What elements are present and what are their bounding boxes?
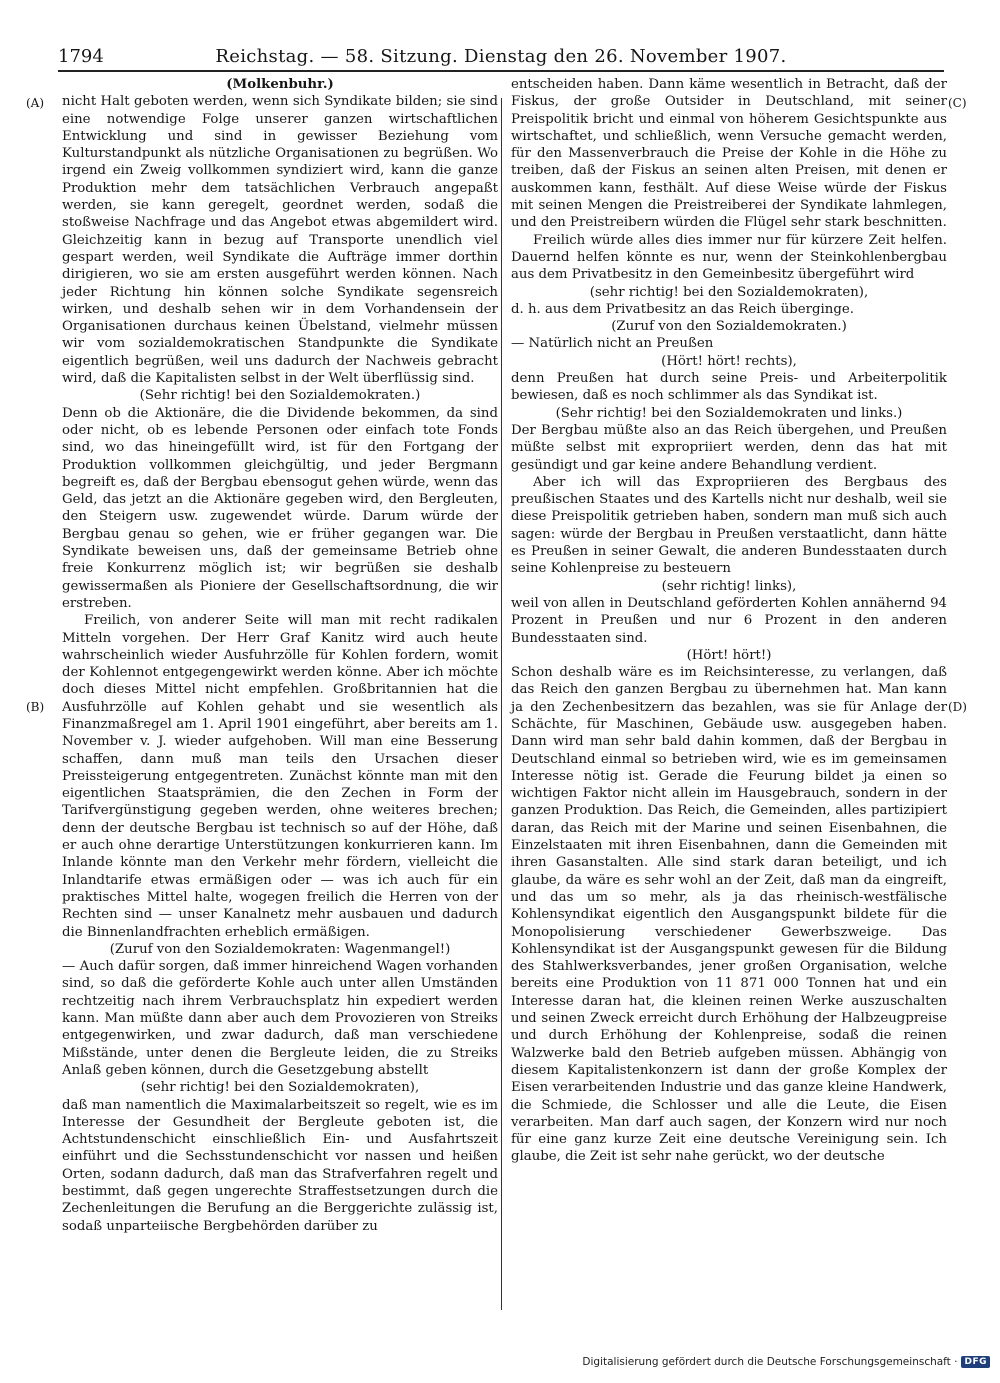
paragraph: — Natürlich nicht an Preußen bbox=[511, 336, 714, 352]
margin-mark-d: (D) bbox=[948, 700, 967, 714]
right-column bbox=[511, 76, 947, 1166]
interjection: (Hört! hört! rechts), bbox=[661, 353, 797, 369]
paragraph: Aber ich will das Expropriieren des Bergbaus des preußischen Staates und des Kartells nicht nur deshalb, weil sie diese Preispolitik getrieben haben, sondern man muß sich auch sagen: würde der Bergbau in Preußen verstaatlicht, dann hätte es Preußen in seiner Gewalt, die anderen Bundesstaaten durch seine Kohlenpreise zu besteuern bbox=[511, 474, 947, 577]
paragraph: Denn ob die Aktionäre, die die Dividende bekommen, da sind oder nicht, ob es lebende Personen oder einfach tote Fonds sind, wo das hineingefüllt wird, ist für den Fortgang der Produktion vollkommen gleichgültig, und jeder Bergmann begreift es, daß der Bergbau ebensogut gehen würde, wenn das Geld, das jetzt an die Aktionäre gegeben wird, den Bergleuten, den Steigern usw. zugewendet würde. Darum würde der Bergbau genau so gehen, wie er früher gegangen war. Die Syndikate beweisen uns, daß der gemeinsame Betrieb ohne freie Konkurrenz möglich ist; wir begrüßen sie deshalb gewissermaßen als Pioniere der Gesellschaftsordnung, die wir erstreben. bbox=[62, 405, 498, 611]
interjection: (sehr richtig! bei den Sozialdemokraten), bbox=[140, 1080, 420, 1096]
paragraph: nicht Halt geboten werden, wenn sich Syndikate bilden; sie sind eine notwendige Folge unserer ganzen wirtschaftlichen Entwicklung und sind in gewisser Beziehung vom Kulturstandpunkt als nützliche Organisationen zu begrüßen. Wo irgend ein Zweig vollkommen syndiziert wird, kann die ganze Produktion mehr dem tatsächlichen Verbrauch angepaßt werden, sie kann geregelt, geordnet werden, sodaß die stoßweise Nachfrage und das Angebot etwas abgemildert wird. Gleichzeitig kann in bezug auf Transporte unendlich viel gespart werden, weil Syndikate die Aufträge immer dorthin dirigieren, wo sie am ersten ausgeführt werden können. Nach jeder Richtung hin können solche Syndikate segensreich wirken, und deshalb sehen wir in dem Vorhandensein der Organisationen durchaus keinen Übelstand, vielmehr müssen wir vom sozialdemokratischen Standpunkte die Syndikate eigentlich begrüßen, weil uns dadurch der Nachweis gebracht wird, daß die Kapitalisten selbst in der Welt überflüssig sind. bbox=[62, 94, 498, 387]
footer-text: Digitalisierung gefördert durch die Deutsche Forschungsgemeinschaft · bbox=[582, 1356, 958, 1368]
running-header bbox=[58, 44, 944, 72]
interjection: (sehr richtig! links), bbox=[661, 578, 797, 594]
interjection: (sehr richtig! bei den Sozialdemokraten), bbox=[589, 284, 869, 300]
paragraph: weil von allen in Deutschland geförderten Kohlen annähernd 94 Prozent in Preußen und nur 6 Prozent in den anderen Bundesstaaten sind. bbox=[511, 595, 947, 646]
paragraph: entscheiden haben. Dann käme wesentlich in Betracht, daß der Fiskus, der große Outsider in Deutschland, mit seiner Preispolitik bricht und einmal von höherem Gesichtspunkte aus wirtschaftet, und schließlich, wenn Versuche gemacht werden, für den Massenverbrauch die Preise der Kohle in die Höhe zu treiben, daß der Fiskus an seinen alten Preisen, mit denen er auskommen kann, festhält. Auf diese Weise würde der Fiskus mit seinen Mengen die Preistreiberei der Syndikate lahmlegen, und den Preistreibern würden die Flügel sehr stark beschnitten. bbox=[511, 77, 947, 231]
paragraph: Schon deshalb wäre es im Reichsinteresse, zu verlangen, daß das Reich den ganzen Bergbau zu übernehmen hat. Man kann ja den Zechenbesitzern das bezahlen, was sie für Anlage der Schächte, für Maschinen, Gebäude usw. ausgegeben haben. Dann wird man sehr bald dahin kommen, daß der Bergbau in Deutschland einmal so betrieben wird, wie es im gemeinsamen Interesse nötig ist. Gerade die Feurung bildet ja einen so wichtigen Faktor nicht allein im Hausgebrauch, sondern in der ganzen Produktion. Das Reich, die Gemeinden, alles partizipiert daran, das Reich mit der Marine und seinen Eisenbahnen, die Einzelstaaten mit ihren Eisenbahnen, dann die Gemeinden mit ihren Gasanstalten. Alle sind stark daran beteiligt, und ich glaube, da wäre es sehr wohl an der Zeit, daß man da eingreift, und das um so mehr, als ja das rheinisch-westfälische Kohlensyndikat eigentlich den Ausgangspunkt bildete für die Monopolisierung verschiedener Gewerbszweige. Das Kohlensyndikat ist der Ausgangspunkt gewesen für die Bildung des Stahlwerksverbandes, jener großen Organisation, welche bereits eine Produktion von 11 871 000 Tonnen hat und ein Interesse daran hat, die kleinen reinen Werke auszuschalten und seinen Zweck erreicht durch Erhöhung der Halbzeugpreise und durch Erhöhung der Kohlenpreise, sodaß die reinen Walzwerke bald den Betrieb aufgeben müssen. Abhängig von diesem Kapitalistenkonzern ist dann der große Komplex der Eisen verarbeitenden Industrie und das ganze kleine Handwerk, die Schmiede, die Schlosser und alle die Leute, die Eisen verarbeiten. Man darf auch sagen, der Konzern wird nur noch für eine ganz kurze Zeit eine deutsche Vereinigung sein. Ich glaube, die Zeit ist sehr nahe gerückt, wo der deutsche bbox=[511, 665, 947, 1165]
paragraph: — Auch dafür sorgen, daß immer hinreichend Wagen vorhanden sind, so daß die geförderte Kohle auch unter allen Umständen rechtzeitig nach ihrem Verbrauchsplatz hin expediert werden kann. Man müßte dann aber auch dem Provozieren von Streiks entgegenwirken, und zwar dadurch, daß man verschiedene Mißstände, unter denen die Bergleute leiden, die zu Streiks Anlaß geben können, durch die Gesetzgebung abstellt bbox=[62, 959, 498, 1078]
running-head-title: Reichstag. — 58. Sitzung. Dienstag den 26. November 1907. bbox=[215, 46, 787, 67]
dfg-logo-icon: DFG bbox=[961, 1356, 990, 1368]
margin-mark-a: (A) bbox=[26, 96, 45, 110]
margin-mark-c: (C) bbox=[948, 96, 967, 110]
paragraph: Der Bergbau müßte also an das Reich übergehen, und Preußen müßte selbst mit expropriiert werden, denn das hat mit gesündigt und gar keine andere Behandlung verdient. bbox=[511, 422, 947, 473]
digitization-credit bbox=[582, 1356, 990, 1368]
speaker-name: (Molkenbuhr.) bbox=[226, 77, 334, 92]
paragraph: denn Preußen hat durch seine Preis- und Arbeiterpolitik bewiesen, daß es noch schlimmer als das Syndikat ist. bbox=[511, 371, 947, 404]
interjection: (Zuruf von den Sozialdemokraten: Wagenmangel!) bbox=[109, 941, 451, 957]
interjection: (Sehr richtig! bei den Sozialdemokraten.) bbox=[139, 388, 421, 404]
interjection: (Sehr richtig! bei den Sozialdemokraten und links.) bbox=[555, 405, 903, 421]
interjection: (Hört! hört!) bbox=[686, 647, 772, 663]
paragraph: Freilich würde alles dies immer nur für kürzere Zeit helfen. Dauernd helfen könnte es nur, wenn der Steinkohlenbergbau aus dem Privatbesitz in den Gemeinbesitz übergeführt wird bbox=[511, 232, 947, 283]
column-divider bbox=[501, 98, 502, 1310]
margin-mark-b: (B) bbox=[26, 700, 45, 714]
left-column bbox=[62, 76, 498, 1235]
paragraph: Freilich, von anderer Seite will man mit recht radikalen Mitteln vorgehen. Der Herr Graf Kanitz wird auch heute wahrscheinlich wieder Ausfuhrzölle für Kohlen fordern, womit der Kohlennot entgegengewirkt werden könne. Aber ich möchte doch dieses Mittel nicht empfehlen. Großbritannien hat die Ausfuhrzölle auf Kohlen gehabt und sie wesentlich als Finanzmaßregel am 1. April 1901 eingeführt, aber bereits am 1. November v. J. wieder aufgehoben. Will man eine Besserung schaffen, dann muß man teils den Ursachen dieser Preissteigerung entgegentreten. Zunächst könnte man mit den eigentlichen Staatsprämien, die den Zechen in Form der Tarifvergünstigung gegeben werden, ohne weiteres brechen; denn der deutsche Bergbau ist technisch so auf der Höhe, daß er auch ohne derartige Unterstützungen konkurrieren kann. Im Inlande könnte man den Verkehr mehr fördern, vielleicht die Inlandtarife etwas ermäßigen oder — was ich auch für ein praktisches Mittel halte, wogegen freilich die Herren von der Rechten sind — unser Kanalnetz mehr ausbauen und dadurch die Binnenlandfrachten erheblich ermäßigen. bbox=[62, 613, 498, 940]
paragraph: d. h. aus dem Privatbesitz an das Reich überginge. bbox=[511, 301, 854, 317]
page-number: 1794 bbox=[58, 46, 104, 67]
paragraph: daß man namentlich die Maximalarbeitszeit so regelt, wie es im Interesse der Gesundheit der Bergleute geboten ist, die Achtstundenschicht einschließlich Ein- und Ausfahrtszeit einführt und die Sechsstundenschicht vor nassen und heißen Orten, sodann dadurch, daß man das Strafverfahren regelt und bestimmt, daß gegen ungerechte Straffestsetzungen durch die Zechenleitungen die Berufung an die Berggerichte zulässig ist, sodaß unparteiische Bergbehörden darüber zu bbox=[62, 1097, 498, 1234]
interjection: (Zuruf von den Sozialdemokraten.) bbox=[611, 319, 847, 335]
